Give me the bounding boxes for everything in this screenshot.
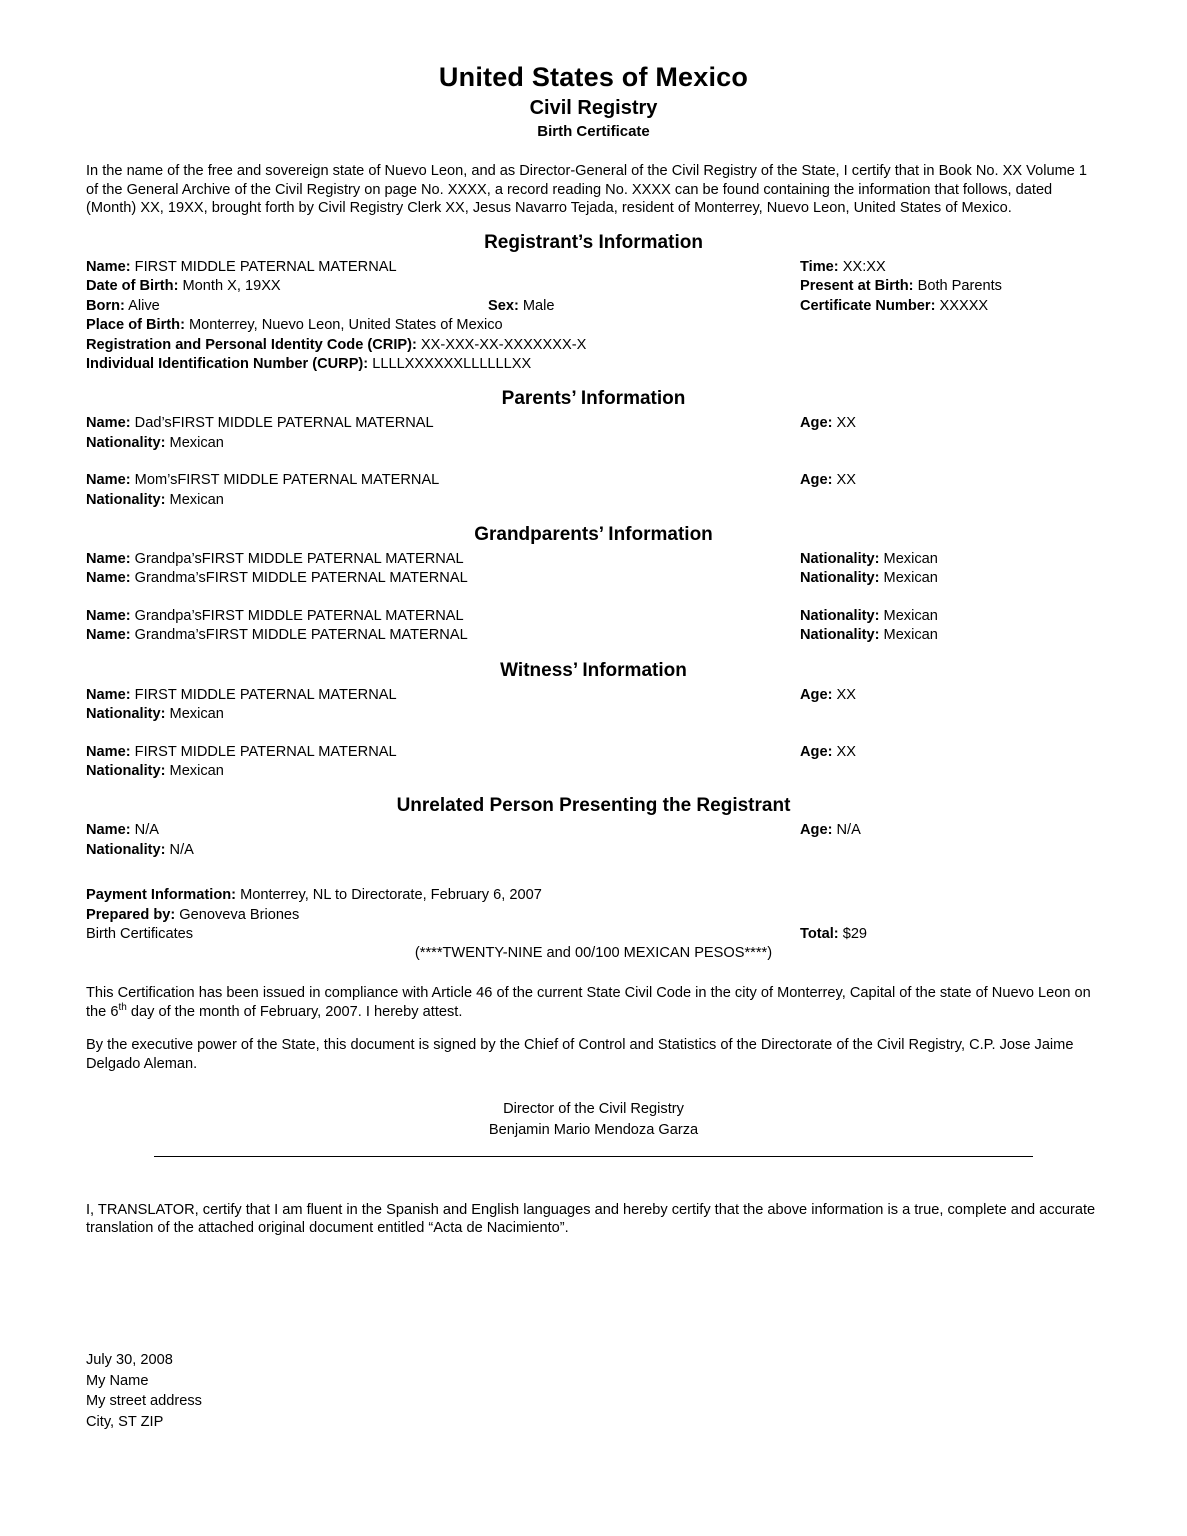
payment-amount-words: (****TWENTY-NINE and 00/100 MEXICAN PESOS****) [414,945,773,962]
label-born: Born: [86,297,125,314]
payment-info-row [86,886,1101,905]
spacer [86,964,1101,984]
registrant-certificate-number: XXXXX [939,297,989,314]
parent-nationality-row [86,491,1101,510]
translator-name: My Name [86,1372,149,1389]
registrant-dob-row [86,277,1101,296]
grandparent-name: Grandma’sFIRST MIDDLE PATERNAL MATERNAL [134,570,468,587]
section-heading-parents: Parents’ Information [501,388,686,410]
registrant-crip: XX-XXX-XX-XXXXXXX-X [420,336,587,353]
label-age: Age: [800,822,833,839]
unrelated-name-row [86,821,1101,840]
section-heading-witness: Witness’ Information [500,659,687,681]
registrant-date-of-birth: Month X, 19XX [182,278,281,295]
label-present-at-birth: Present at Birth: [800,278,914,295]
prepared-by: Genoveva Briones [179,906,300,923]
label-age: Age: [800,415,833,432]
payment-information: Monterrey, NL to Directorate, February 6, 2007 [240,887,542,904]
registrant-sex: Male [522,297,555,314]
section-heading-grandparents: Grandparents’ Information [474,524,713,546]
section-heading-registrant: Registrant’s Information [484,232,703,254]
translator-address-block [86,1350,1101,1433]
label-sex: Sex: [488,297,519,314]
label-name: Name: [86,607,131,624]
grandparent-name: Grandpa’sFIRST MIDDLE PATERNAL MATERNAL [134,551,464,568]
witness-name-row [86,743,1101,762]
label-nationality: Nationality: [86,491,166,508]
label-name: Name: [86,627,131,644]
label-name: Name: [86,415,131,432]
registrant-time-group [800,258,886,277]
grandparent-nationality: Mexican [883,551,938,568]
payment-block [86,886,1101,964]
parent-name: Mom’sFIRST MIDDLE PATERNAL MATERNAL [134,472,440,489]
label-nationality: Nationality: [800,570,880,587]
label-nationality: Nationality: [86,841,166,858]
grandparent-nationality-group [800,569,938,588]
label-nationality: Nationality: [86,706,166,723]
unrelated-age-group [800,821,861,840]
grandparent-nationality-group [800,607,938,626]
unrelated-name: N/A [134,822,159,839]
label-total: Total: [800,925,839,942]
document-type: Birth Certificate [537,123,650,140]
payment-item: Birth Certificates [86,925,194,942]
witness-age-group [800,743,856,762]
parent-nationality: Mexican [169,434,224,451]
translator-street: My street address [86,1393,202,1410]
witness-nationality-row [86,762,1101,781]
registrant-name-row [86,258,1101,277]
witness-age-group [800,686,856,705]
certification-paragraph [86,984,1101,1022]
grandparent-name: Grandma’sFIRST MIDDLE PATERNAL MATERNAL [134,627,468,644]
label-date-of-birth: Date of Birth: [86,278,179,295]
registrant-sex-group [488,297,555,316]
label-curp: Individual Identification Number (CURP): [86,356,369,373]
label-nationality: Nationality: [86,762,166,779]
registrant-curp-row [86,355,1101,374]
parent-name-row [86,471,1101,490]
label-prepared-by: Prepared by: [86,906,176,923]
label-certificate-number: Certificate Number: [800,297,936,314]
label-crip: Registration and Personal Identity Code (CRIP): [86,336,417,353]
label-age: Age: [800,743,833,760]
signature-name: Benjamin Mario Mendoza Garza [488,1122,699,1139]
parent-age-group [800,471,856,490]
intro-paragraph: In the name of the free and sovereign state of Nuevo Leon, and as Director-General of the Civil Registry of the State, I certify that in Book No. XX Volume 1 of the General Archive of the Civil Registry on page No. XXXX, a record reading No. XXXX can be found containing the information that follows, dated (Month) XX, 19XX, brought forth by Civil Registry Clerk XX, Jesus Navarro Tejada, resident of Monterrey, Nuevo Leon, United States of Mexico. [86,163,1088,217]
registrant-present-at-birth: Both Parents [917,278,1002,295]
unrelated-nationality-row [86,841,1101,860]
certification-text-part2: day of the month of February, 2007. I hereby attest. [126,1004,463,1021]
registrant-curp: LLLLXXXXXXLLLLLLXX [372,356,532,373]
translator-city-state-zip: City, ST ZIP [86,1414,164,1431]
unrelated-age: N/A [836,822,861,839]
page-title: United States of Mexico [438,62,749,92]
witness-age: XX [836,743,856,760]
label-nationality: Nationality: [86,434,166,451]
page-subtitle: Civil Registry [529,97,658,119]
parent-age-group [800,414,856,433]
grandparent-row [86,607,1101,626]
grandparent-name: Grandpa’sFIRST MIDDLE PATERNAL MATERNAL [134,607,464,624]
divider [154,1156,1033,1157]
witness-name-row [86,686,1101,705]
label-nationality: Nationality: [800,627,880,644]
label-time: Time: [800,259,839,276]
payment-item-row [86,925,1101,944]
section-heading-unrelated: Unrelated Person Presenting the Registrant [396,795,791,817]
label-name: Name: [86,472,131,489]
parent-age: XX [836,472,856,489]
parent-nationality-row [86,434,1101,453]
grandparent-nationality-group [800,550,938,569]
label-nationality: Nationality: [800,607,880,624]
label-nationality: Nationality: [800,551,880,568]
registrant-time: XX:XX [842,259,886,276]
unrelated-nationality: N/A [169,841,194,858]
label-name: Name: [86,743,131,760]
witness-age: XX [836,686,856,703]
grandparent-nationality: Mexican [883,627,938,644]
label-payment-information: Payment Information: [86,887,237,904]
registrant-place-of-birth: Monterrey, Nuevo Leon, United States of Mexico [189,317,503,334]
ordinal-suffix: th [118,1002,127,1014]
label-name: Name: [86,259,131,276]
prepared-by-row [86,906,1101,925]
registrant-born-row [86,297,1101,316]
spacer [86,725,1101,743]
registrant-crip-row [86,336,1101,355]
spacer [86,589,1101,607]
label-age: Age: [800,472,833,489]
parent-name-row [86,414,1101,433]
registrant-born: Alive [128,297,160,314]
label-name: Name: [86,570,131,587]
grandparent-row [86,626,1101,645]
translator-statement: I, TRANSLATOR, certify that I am fluent in the Spanish and English languages and hereby certify that the above information is a true, complete and accurate translation of the attached original document entitled “Acta de Nacimiento”. [86,1201,1096,1237]
parent-nationality: Mexican [169,491,224,508]
signature-block [86,1099,1101,1141]
witness-name: FIRST MIDDLE PATERNAL MATERNAL [134,743,397,760]
translator-statement-block [86,1201,1101,1238]
grandparent-nationality-group [800,626,938,645]
grandparent-nationality: Mexican [883,607,938,624]
certification-text-part1: This Certification has been issued in compliance with Article 46 of the current State Civil Code in the city of Monterrey, Capital of the state of Nuevo Leon on the 6 [86,984,1091,1021]
witness-name: FIRST MIDDLE PATERNAL MATERNAL [134,686,397,703]
signature-title: Director of the Civil Registry [503,1101,684,1118]
label-name: Name: [86,551,131,568]
parent-age: XX [836,415,856,432]
registrant-certnum-group [800,297,988,316]
registrant-present-group [800,277,1002,296]
executive-power-paragraph: By the executive power of the State, this document is signed by the Chief of Control and Statistics of the Directorate of the Civil Registry, C.P. Jose Jaime Delgado Aleman. [86,1036,1074,1072]
label-name: Name: [86,822,131,839]
spacer [86,453,1101,471]
label-name: Name: [86,686,131,703]
witness-nationality: Mexican [169,706,224,723]
label-place-of-birth: Place of Birth: [86,317,185,334]
grandparent-nationality: Mexican [883,570,938,587]
registrant-name: FIRST MIDDLE PATERNAL MATERNAL [134,259,397,276]
label-age: Age: [800,686,833,703]
registrant-place-row [86,316,1101,335]
payment-total: $29 [842,925,868,942]
grandparent-row [86,569,1101,588]
grandparent-row [86,550,1101,569]
witness-nationality: Mexican [169,762,224,779]
translator-date: July 30, 2008 [86,1351,173,1368]
payment-total-group [800,925,867,944]
witness-nationality-row [86,705,1101,724]
parent-name: Dad’sFIRST MIDDLE PATERNAL MATERNAL [134,415,434,432]
